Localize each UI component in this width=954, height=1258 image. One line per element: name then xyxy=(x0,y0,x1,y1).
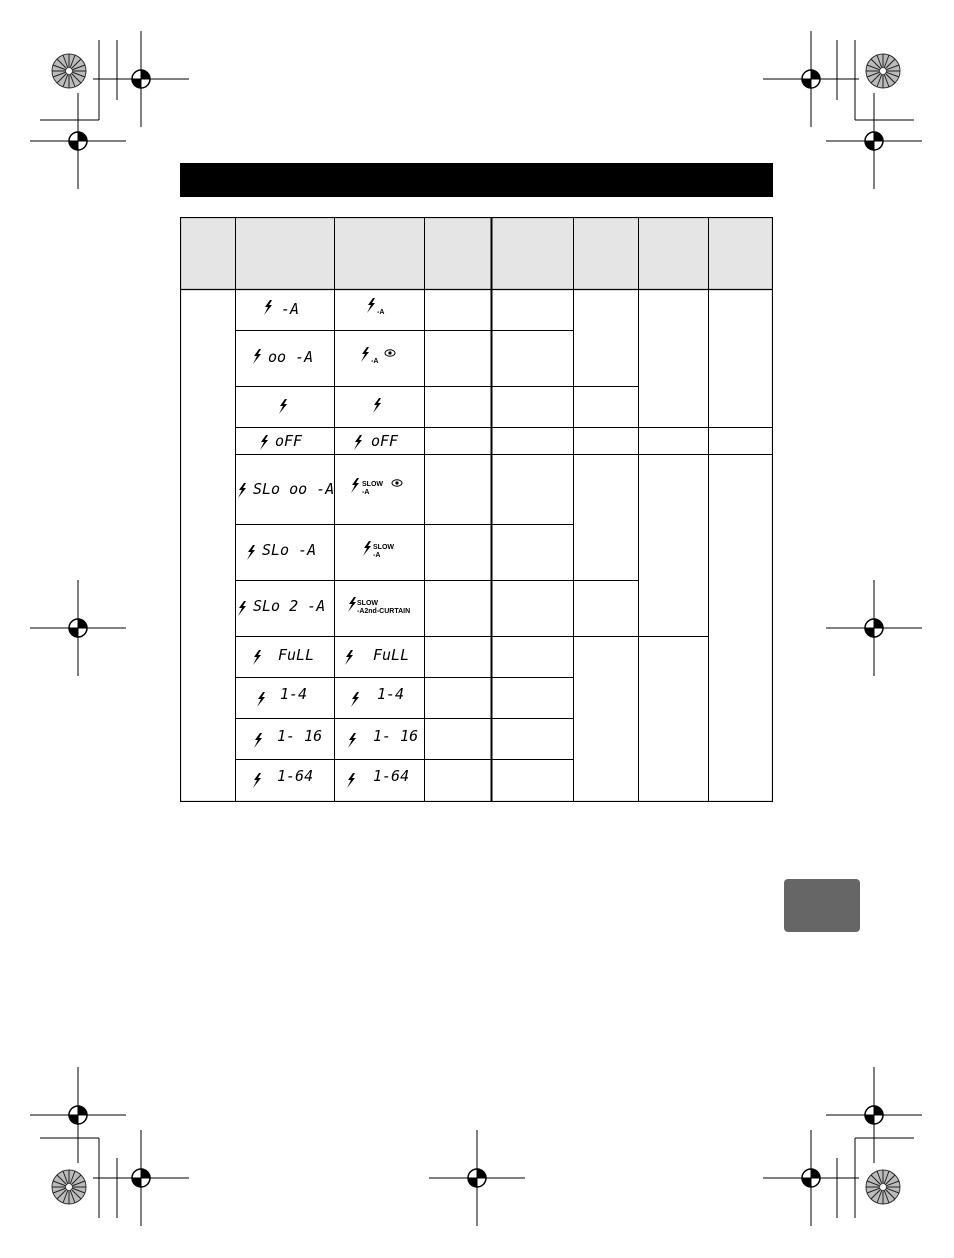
viewfinder-value: 1-4 xyxy=(377,685,405,703)
starburst-target-icon xyxy=(866,1170,900,1204)
flash-bolt-icon xyxy=(254,733,262,748)
table-row xyxy=(247,541,394,560)
viewfinder-value: -A2nd-CURTAIN xyxy=(357,608,411,615)
viewfinder-value: -A xyxy=(371,358,379,365)
starburst-target-icon xyxy=(52,54,86,88)
table-header-row xyxy=(180,217,773,289)
viewfinder-value: 1- 16 xyxy=(373,727,419,745)
section-title xyxy=(180,172,188,188)
flash-mode-table xyxy=(180,217,773,802)
registration-mark-icon xyxy=(763,1130,859,1226)
registration-mark-icon xyxy=(826,580,922,676)
control-panel-value: 1-64 xyxy=(277,767,314,785)
table-row xyxy=(238,597,410,616)
table-row xyxy=(238,478,402,498)
registration-mark-icon xyxy=(30,580,126,676)
table-row xyxy=(264,298,384,318)
registration-mark-icon xyxy=(30,1067,126,1163)
table-row xyxy=(253,767,409,788)
flash-bolt-icon xyxy=(253,349,261,364)
chapter-tab xyxy=(784,879,860,932)
registration-mark-icon xyxy=(30,93,126,189)
viewfinder-value: oFF xyxy=(371,432,399,450)
table-row xyxy=(260,432,399,450)
viewfinder-slow: SLOW xyxy=(373,544,394,551)
table-row xyxy=(279,398,381,414)
control-panel-value: 1- 16 xyxy=(277,727,323,745)
control-panel-value: -A xyxy=(281,300,300,318)
flash-bolt-icon xyxy=(367,298,375,313)
registration-mark-icon xyxy=(826,1067,922,1163)
control-panel-value: oo -A xyxy=(268,348,314,366)
red-eye-icon xyxy=(392,480,402,486)
red-eye-icon xyxy=(385,350,395,356)
section-title-bar xyxy=(180,163,773,197)
control-panel-value: SLo 2 -A xyxy=(253,597,326,615)
registration-mark-icon xyxy=(93,1130,189,1226)
viewfinder-slow: SLOW xyxy=(362,481,383,488)
flash-bolt-icon xyxy=(257,692,265,707)
control-panel-value: SLo oo -A xyxy=(253,480,335,498)
flash-bolt-icon xyxy=(253,773,261,788)
starburst-target-icon xyxy=(866,54,900,88)
flash-bolt-icon xyxy=(373,398,381,413)
flash-bolt-icon xyxy=(347,773,355,788)
viewfinder-value: -A xyxy=(373,552,381,559)
flash-bolt-icon xyxy=(351,478,359,493)
flash-bolt-icon xyxy=(247,545,255,560)
control-panel-value: SLo -A xyxy=(262,541,317,559)
registration-mark-icon xyxy=(826,93,922,189)
flash-bolt-icon xyxy=(253,650,261,665)
flash-bolt-icon xyxy=(361,347,369,362)
flash-bolt-icon xyxy=(260,435,268,450)
flash-bolt-icon xyxy=(345,650,353,665)
control-panel-value: oFF xyxy=(275,432,303,450)
flash-bolt-icon xyxy=(363,541,371,556)
table-row xyxy=(257,685,404,707)
flash-bolt-icon xyxy=(264,300,272,315)
registration-mark-icon xyxy=(429,1130,525,1226)
flash-bolt-icon xyxy=(354,435,362,450)
flash-bolt-icon xyxy=(279,399,287,414)
control-panel-value: FuLL xyxy=(278,646,315,664)
flash-bolt-icon xyxy=(238,601,246,616)
viewfinder-value: 1-64 xyxy=(373,767,410,785)
viewfinder-value: FuLL xyxy=(373,646,410,664)
control-panel-value: 1-4 xyxy=(280,685,308,703)
table-row xyxy=(254,727,418,748)
viewfinder-value: -A xyxy=(362,489,370,496)
flash-bolt-icon xyxy=(238,483,246,498)
flash-bolt-icon xyxy=(348,597,356,612)
table-row xyxy=(253,347,395,366)
flash-bolt-icon xyxy=(348,733,356,748)
registration-mark-icon xyxy=(93,31,189,127)
table-row xyxy=(253,646,409,665)
starburst-target-icon xyxy=(52,1170,86,1204)
registration-mark-icon xyxy=(763,31,859,127)
viewfinder-value: -A xyxy=(377,309,385,316)
flash-bolt-icon xyxy=(351,692,359,707)
viewfinder-slow: SLOW xyxy=(357,600,378,607)
